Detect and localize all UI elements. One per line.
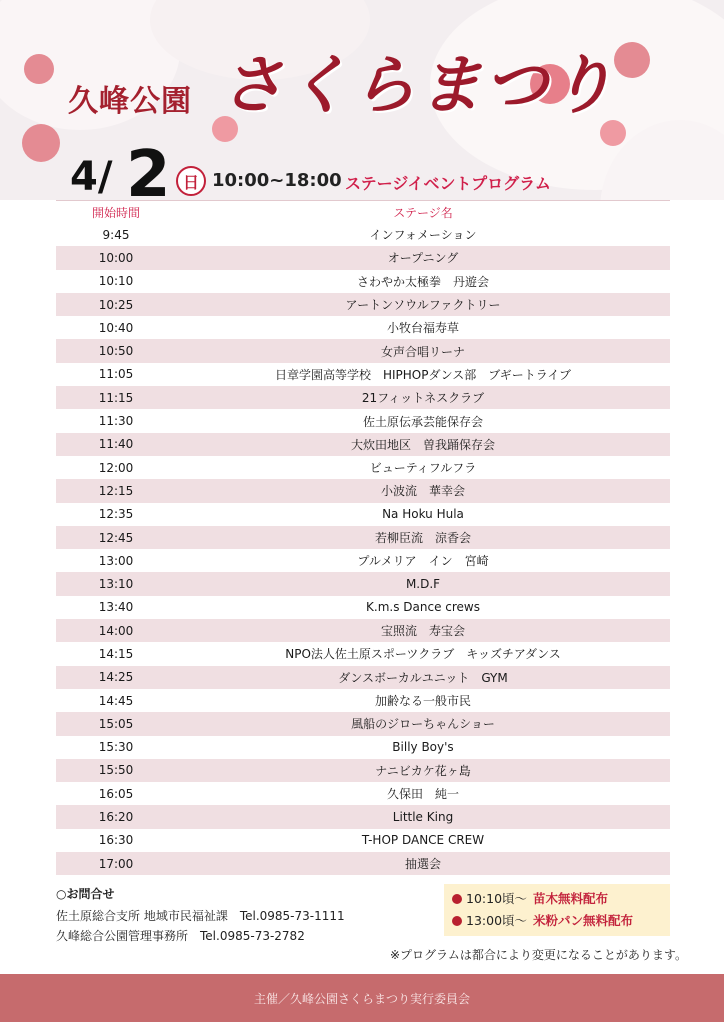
row-start-time: 14:15: [98, 646, 134, 661]
program-title: ステージイベントプログラム: [345, 174, 551, 193]
table-row: [56, 246, 670, 269]
row-start-time: 11:30: [98, 414, 134, 429]
table-row: [56, 712, 670, 735]
bullet-icon: [452, 894, 462, 904]
row-stage-name: K.m.s Dance crews: [366, 600, 480, 615]
stage-schedule-table: [56, 200, 670, 875]
row-stage-name: さわやか太極拳 丹遊会: [356, 274, 489, 289]
table-row: [56, 666, 670, 689]
row-start-time: 13:00: [98, 553, 134, 568]
row-start-time: 15:50: [98, 763, 134, 778]
row-start-time: 12:45: [98, 530, 134, 545]
row-stage-name: インフォメーション: [369, 228, 477, 243]
row-start-time: 16:30: [98, 833, 134, 848]
table-row: [56, 689, 670, 712]
table-row: [56, 223, 670, 246]
table-row: [56, 386, 670, 409]
notice-item: [452, 888, 662, 910]
row-start-time: 13:40: [98, 600, 134, 615]
table-row: [56, 339, 670, 362]
table-row: [56, 479, 670, 502]
col-stage-name: ステージ名: [393, 205, 453, 220]
contact-section: [56, 884, 345, 946]
row-stage-name: 小牧台福寿草: [386, 321, 459, 336]
event-month: 4/: [70, 154, 113, 200]
table-row: [56, 456, 670, 479]
table-row: [56, 782, 670, 805]
table-row: [56, 596, 670, 619]
table-row: [56, 270, 670, 293]
table-row: [56, 549, 670, 572]
row-start-time: 11:15: [98, 390, 134, 405]
disclaimer: ※プログラムは都合により変更になることがあります。: [390, 948, 687, 962]
table-row: [56, 409, 670, 432]
weekday-badge: 日: [176, 166, 206, 196]
row-start-time: 12:35: [98, 507, 134, 522]
row-stage-name: プルメリア イン 宮崎: [357, 554, 489, 569]
row-start-time: 11:40: [98, 437, 134, 452]
row-stage-name: ダンスボーカルユニット GYM: [338, 670, 508, 685]
row-start-time: 10:25: [98, 297, 134, 312]
col-start-time: 開始時間: [91, 205, 140, 220]
row-start-time: 17:00: [98, 856, 134, 871]
event-day: 2: [126, 138, 171, 212]
contact-line: 佐土原総合支所 地域市民福祉課 Tel.0985-73-1111: [56, 909, 345, 923]
row-stage-name: 日章学園高等学校 HIPHOPダンス部 ブギートライブ: [274, 367, 572, 382]
event-hours: 10:00~18:00: [212, 170, 342, 191]
row-start-time: 10:50: [98, 344, 134, 359]
bullet-icon: [452, 916, 462, 926]
row-start-time: 15:30: [98, 740, 134, 755]
row-stage-name: 小波流 華幸会: [380, 484, 465, 499]
row-stage-name: 宝照流 寿宝会: [380, 624, 465, 639]
row-stage-name: 抽選会: [404, 857, 441, 872]
table-row: [56, 736, 670, 759]
row-stage-name: T-HOP DANCE CREW: [361, 833, 485, 848]
table-row: [56, 363, 670, 386]
row-stage-name: Billy Boy's: [392, 740, 454, 755]
row-stage-name: M.D.F: [405, 577, 441, 592]
row-stage-name: 加齢なる一般市民: [374, 694, 471, 709]
row-stage-name: 佐土原伝承芸能保存会: [362, 414, 483, 429]
contact-line: 久峰総合公園管理事務所 Tel.0985-73-2782: [56, 929, 305, 943]
row-start-time: 9:45: [102, 227, 130, 242]
row-stage-name: アートンソウルファクトリー: [345, 298, 501, 313]
row-start-time: 14:25: [98, 670, 134, 685]
festival-title: さくらまつり: [220, 48, 616, 123]
row-stage-name: ナニビカケ花ヶ島: [375, 763, 471, 778]
row-stage-name: オープニング: [387, 251, 459, 266]
row-stage-name: NPO法人佐土原スポーツクラブ キッズチアダンス: [285, 647, 561, 662]
pink-petal-icon: [22, 124, 60, 162]
notice-text: 米粉パン無料配布: [533, 913, 634, 928]
table-header: [56, 200, 670, 223]
pink-petal-icon: [24, 54, 54, 84]
table-row: [56, 503, 670, 526]
contact-heading: ○お問合せ: [56, 887, 115, 901]
row-start-time: 16:20: [98, 810, 134, 825]
table-row: [56, 805, 670, 828]
row-stage-name: 久保田 純一: [386, 787, 459, 802]
table-row: [56, 829, 670, 852]
row-stage-name: ビューティフルフラ: [369, 461, 477, 476]
table-row: [56, 293, 670, 316]
row-start-time: 10:10: [98, 274, 134, 289]
table-row: [56, 852, 670, 875]
row-start-time: 14:45: [98, 693, 134, 708]
row-stage-name: 若柳臣流 涼香会: [374, 531, 471, 545]
notice-time: 13:00頃～: [466, 913, 528, 928]
table-row: [56, 642, 670, 665]
row-start-time: 14:00: [98, 623, 134, 638]
row-start-time: 10:00: [98, 250, 134, 265]
row-stage-name: 風船のジローちゃんショー: [351, 717, 495, 732]
pink-petal-icon: [614, 42, 650, 78]
event-date-row: [70, 138, 670, 212]
table-row: [56, 619, 670, 642]
notice-time: 10:10頃～: [466, 891, 528, 906]
table-body: [56, 223, 670, 875]
row-stage-name: 21フィットネスクラブ: [361, 391, 485, 406]
row-start-time: 12:15: [98, 483, 134, 498]
row-start-time: 12:00: [98, 460, 134, 475]
table-row: [56, 759, 670, 782]
row-stage-name: Na Hoku Hula: [382, 507, 464, 522]
row-stage-name: 大炊田地区 曽我踊保存会: [350, 437, 495, 452]
footer-organizer: 主催／久峰公園さくらまつり実行委員会: [0, 974, 724, 1022]
notice-text: 苗木無料配布: [533, 891, 609, 906]
notice-item: [452, 910, 662, 932]
row-start-time: 13:10: [98, 577, 134, 592]
row-stage-name: Little King: [392, 810, 454, 825]
row-start-time: 10:40: [98, 320, 134, 335]
row-stage-name: 女声合唱リーナ: [380, 344, 465, 359]
table-row: [56, 572, 670, 595]
park-name: 久峰公園: [68, 84, 192, 119]
table-row: [56, 316, 670, 339]
giveaway-notice: [444, 884, 670, 936]
row-start-time: 16:05: [98, 786, 134, 801]
row-start-time: 11:05: [98, 367, 134, 382]
table-row: [56, 433, 670, 456]
row-start-time: 15:05: [98, 716, 134, 731]
table-row: [56, 526, 670, 549]
